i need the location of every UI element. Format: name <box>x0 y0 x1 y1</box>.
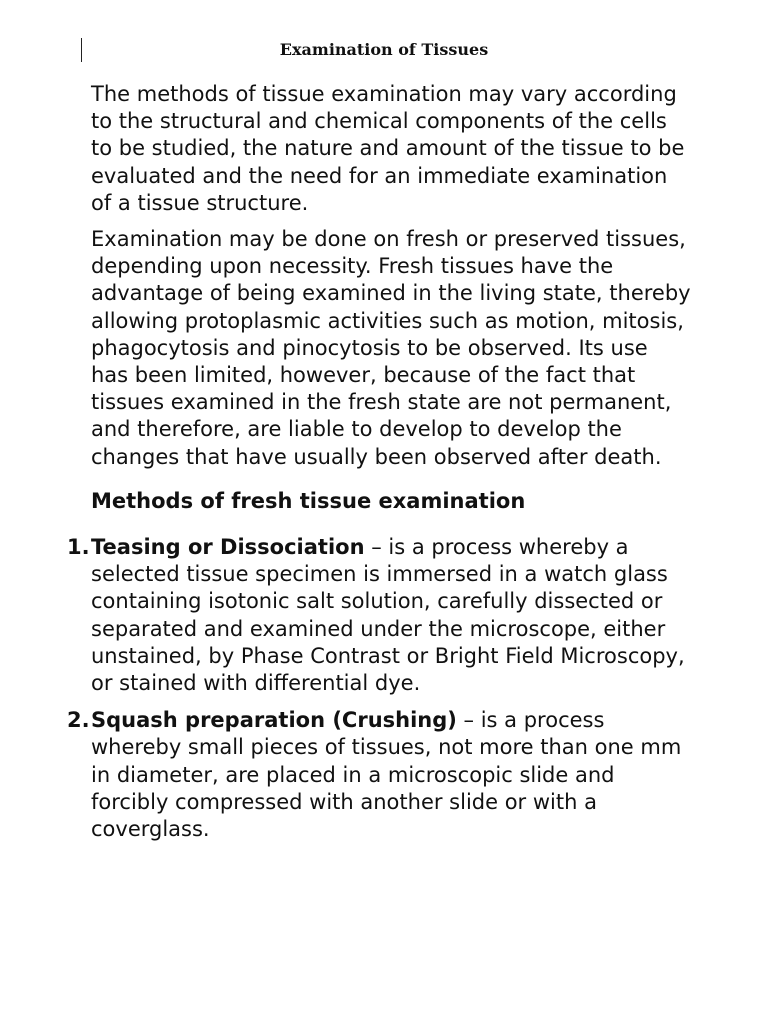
document-body <box>67 81 691 853</box>
section-heading: Methods of fresh tissue examination <box>91 488 526 513</box>
intro-paragraph: The methods of tissue examination may vary according to the structural and chemical components of the cells to be studied, the nature and amount of the tissue to be evaluated and the need for an immediate examination of a tissue structure. <box>91 82 685 215</box>
list-number: 1. <box>67 535 90 560</box>
list-number: 2. <box>67 708 90 733</box>
page-header-title: Examination of Tissues <box>279 40 489 59</box>
method-term: Teasing or Dissociation <box>91 535 365 560</box>
method-item-teasing <box>67 534 691 697</box>
method-term: Squash preparation (Crushing) <box>91 708 457 733</box>
method-description: – is a process whereby a selected tissue specimen is immersed in a watch glass containing isotonic salt solution, carefully dissected or separated and examined under the microscope, either unstained, by Phase Contrast or Bright Field Microscopy, or stained with differential dye. <box>91 535 685 696</box>
fresh-tissue-paragraph: Examination may be done on fresh or preserved tissues, depending upon necessity. Fresh tissues have the advantage of being examined in the living state, thereby allowing protoplasmic activities such as motion, mitosis, phagocytosis and pinocytosis to be observed. Its use has been limited, however, because of the fact that tissues examined in the fresh state are not permanent, and therefore, are liable to develop to develop the changes that have usually been observed after death. <box>91 227 691 469</box>
method-description: – is a process whereby small pieces of tissues, not more than one mm in diameter, are placed in a microscopic slide and forcibly compressed with another slide or with a coverglass. <box>91 708 682 842</box>
method-item-squash <box>67 707 691 843</box>
methods-list <box>67 534 691 843</box>
